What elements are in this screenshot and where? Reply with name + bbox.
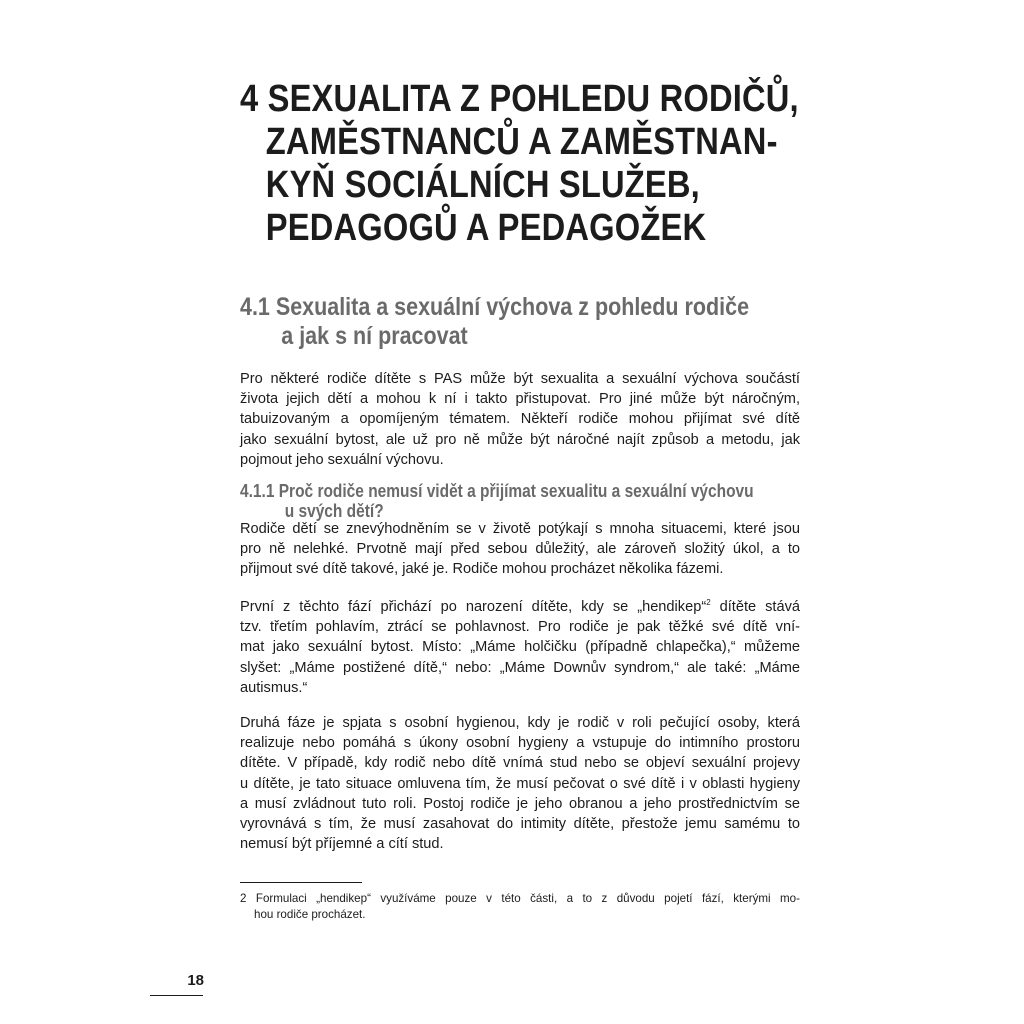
footnote	[240, 891, 800, 923]
footnote-line: hou rodiče procházet.	[254, 908, 366, 921]
paragraph-line: Pro některé rodiče dítěte s PAS může být sexualita a sexuální výchova součástí	[240, 371, 800, 387]
paragraph-line	[240, 597, 800, 617]
paragraph-line: tzv. třetím pohlavím, ztrácí se pohlavnost. Pro rodiče je pak těžké své dítě vní-	[240, 619, 800, 636]
paragraph-line: mat jako sexuální bytost. Místo: „Máme holčičku (případně chlapečka),“ můžeme	[240, 639, 800, 656]
paragraph-line: realizuje nebo pomáhá s úkony osobní hygieny a vstupuje do intimního prostoru	[240, 735, 800, 752]
paragraph-text: První z těchto fází přichází po narození dítěte, kdy se „hendikep“	[240, 599, 707, 615]
subsection-title-line: 4.1.1 Proč rodiče nemusí vidět a přijímat sexualitu a sexuální výchovu	[240, 481, 754, 501]
paragraph-first-phase	[240, 597, 800, 698]
subsection-title	[240, 481, 790, 521]
paragraph-line: života jejich dětí a mohou k ní i takto přistupovat. Pro jiné může být náročným,	[240, 391, 800, 408]
paragraph-parents	[240, 519, 800, 580]
paragraph-line: pro ně nelehké. Prvotně mají před sebou důležitý, ale zároveň složitý úkol, a to	[240, 541, 800, 558]
footnote-line: 2 Formulaci „hendikep“ využíváme pouze v této části, a to z důvodu pojetí fází, kterými mo-	[240, 892, 800, 905]
section-title-line: a jak s ní pracovat	[281, 322, 468, 350]
paragraph-line: u dítěte, je tato situace omluvena tím, že musí pečovat o své dítě i v oblasti hygieny	[240, 775, 800, 792]
paragraph-line: tabuizovaným a opomíjeným tématem. Někteří rodiče mohou přijímat své dítě	[240, 411, 800, 428]
paragraph-line: dítěte. V případě, kdy rodič nebo dítě vnímá stud nebo se objeví sexuální projevy	[240, 755, 800, 772]
paragraph-line: Druhá fáze je spjata s osobní hygienou, kdy je rodič v roli pečující osoby, která	[240, 715, 800, 731]
page-number: 18	[187, 972, 204, 989]
chapter-title-line: PEDAGOGŮ A PEDAGOŽEK	[265, 207, 707, 249]
paragraph-line: pojmout jeho sexuální výchovu.	[240, 451, 444, 468]
paragraph-line: nemusí být příjemné a cítí stud.	[240, 836, 444, 853]
paragraph-intro	[240, 369, 800, 470]
footnote-divider	[240, 882, 362, 883]
paragraph-line: a musí zvládnout tuto roli. Postoj rodiče je jeho obranou a jeho prostřednictvím se	[240, 795, 800, 812]
paragraph-line: vyrovnává s tím, že musí zasahovat do intimity dítěte, přestože jemu samému to	[240, 816, 800, 833]
paragraph-second-phase	[240, 713, 800, 854]
section-title	[240, 293, 790, 351]
subsection-title-line: u svých dětí?	[284, 501, 384, 521]
paragraph-line: jako sexuální bytost, ale už pro ně může být náročné najít způsob a metodu, jak	[240, 431, 800, 448]
chapter-title-line: ZAMĚSTNANCŮ A ZAMĚSTNAN-	[265, 121, 778, 163]
paragraph-line: autismus.“	[240, 679, 308, 696]
paragraph-line: přijmout své dítě takové, jaké je. Rodiče mohou procházet několika fázemi.	[240, 561, 724, 578]
section-title-line: 4.1 Sexualita a sexuální výchova z pohledu rodiče	[240, 293, 750, 321]
footnote-reference: 2	[706, 598, 711, 608]
chapter-title-line: 4 SEXUALITA Z POHLEDU RODIČŮ,	[240, 78, 799, 120]
paragraph-line: Rodiče dětí se znevýhodněním se v životě potýkají s mnoha situacemi, které jsou	[240, 521, 800, 537]
page-number-divider	[150, 995, 203, 996]
paragraph-text: dítěte stává	[710, 599, 800, 615]
chapter-title	[240, 78, 799, 250]
chapter-title-line: KYŇ SOCIÁLNÍCH SLUŽEB,	[265, 164, 700, 206]
paragraph-line: slyšet: „Máme postižené dítě,“ nebo: „Máme Downův syndrom,“ ale také: „Máme	[240, 659, 800, 676]
